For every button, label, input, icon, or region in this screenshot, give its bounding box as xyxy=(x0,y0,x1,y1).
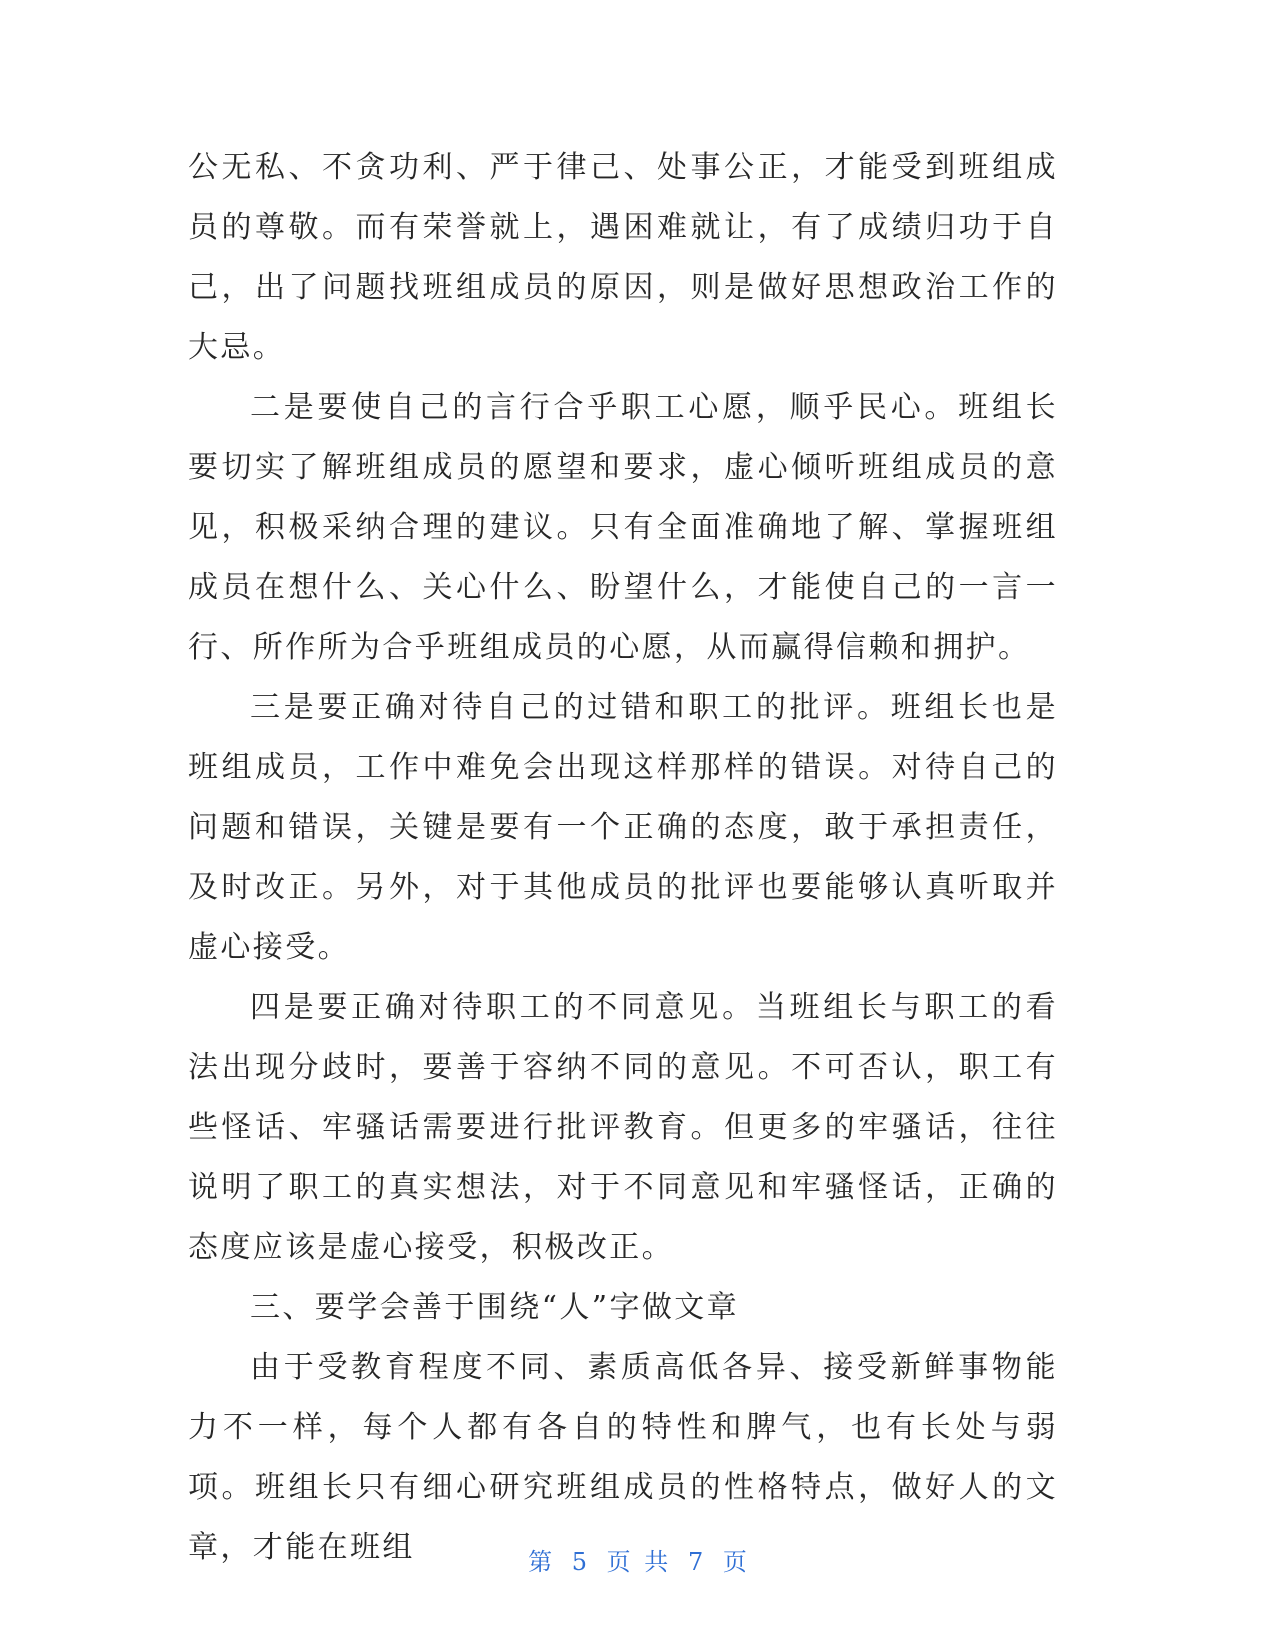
page-footer xyxy=(0,1542,1275,1577)
paragraph-5: 由于受教育程度不同、素质高低各异、接受新鲜事物能力不一样，每个人都有各自的特性和脾气，也有长处与弱项。班组长只有细心研究班组成员的性格特点，做好人的文章，才能在班组 xyxy=(188,1350,1058,1565)
paragraph-1: 公无私、不贪功利、严于律己、处事公正，才能受到班组成员的尊敬。而有荣誉就上，遇困难就让，有了成绩归功于自己，出了问题找班组成员的原因，则是做好思想政治工作的大忌。 xyxy=(188,150,1058,365)
document-body xyxy=(188,138,1058,1578)
footer-page-number: 5 xyxy=(571,1548,588,1576)
paragraph-3: 三是要正确对待自己的过错和职工的批评。班组长也是班组成员，工作中难免会出现这样那样的错误。对待自己的问题和错误，关键是要有一个正确的态度，敢于承担责任，及时改正。另外，对于其他成员的批评也要能够认真听取并虚心接受。 xyxy=(188,690,1058,965)
footer-prefix: 第 xyxy=(528,1548,553,1576)
footer-middle: 页 共 xyxy=(606,1548,669,1576)
paragraph-2: 二是要使自己的言行合乎职工心愿，顺乎民心。班组长要切实了解班组成员的愿望和要求，虚心倾听班组成员的意见，积极采纳合理的建议。只有全面准确地了解、掌握班组成员在想什么、关心什么、盼望什么，才能使自己的一言一行、所作所为合乎班组成员的心愿，从而赢得信赖和拥护。 xyxy=(188,390,1058,665)
footer-suffix: 页 xyxy=(722,1548,747,1576)
footer-total-pages: 7 xyxy=(687,1548,704,1576)
paragraph-4: 四是要正确对待职工的不同意见。当班组长与职工的看法出现分歧时，要善于容纳不同的意见。不可否认，职工有些怪话、牢骚话需要进行批评教育。但更多的牢骚话，往往说明了职工的真实想法，对于不同意见和牢骚怪话，正确的态度应该是虚心接受，积极改正。 xyxy=(188,990,1058,1265)
section-heading: 三、要学会善于围绕“人”字做文章 xyxy=(250,1290,740,1325)
